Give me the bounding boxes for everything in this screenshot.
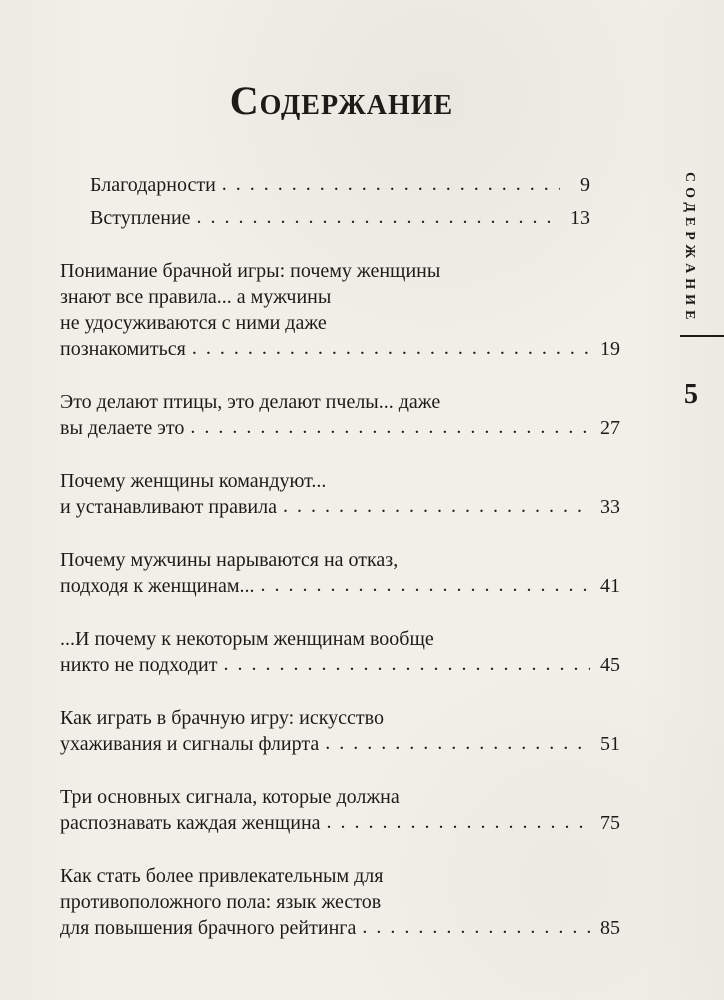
toc-entry-courtship-signals: [60, 705, 620, 757]
toc-entry-last-line: [60, 573, 620, 599]
toc-entry-last-line: [60, 810, 620, 836]
table-of-contents: [60, 172, 620, 941]
toc-entry-three-signals: [60, 784, 620, 836]
toc-dot-leader: [224, 651, 591, 677]
toc-entry-last-line: [60, 494, 620, 520]
toc-entry-title-line: Три основных сигнала, которые должна: [60, 786, 400, 808]
toc-entry-page-number: 41: [600, 575, 620, 597]
toc-entry-title-line: вы делаете это: [60, 417, 185, 439]
toc-entry-title-line: Почему мужчины нарываются на отказ,: [60, 549, 399, 571]
running-head: СОДЕРЖАНИЕ: [682, 172, 697, 325]
toc-entry-men-rejected: [60, 547, 620, 599]
toc-entry-introduction: [90, 205, 590, 231]
toc-entry-acknowledgements: [90, 172, 590, 198]
toc-dot-leader: [222, 171, 560, 197]
toc-entry-title-line: Как играть в брачную игру: искусство: [60, 707, 384, 729]
toc-entry-title-line: Как стать более привлекательным для: [60, 865, 384, 887]
toc-dot-leader: [261, 572, 590, 598]
toc-entry-title-line: Понимание брачной игры: почему женщины: [60, 260, 441, 282]
toc-dot-leader: [325, 730, 590, 756]
toc-entry-last-line: [60, 731, 620, 757]
toc-entry-last-line: [60, 336, 620, 362]
toc-entry-title-line: знают все правила... а мужчины: [60, 286, 332, 308]
toc-entry-page-number: 27: [600, 417, 620, 439]
toc-dot-leader: [192, 335, 590, 361]
toc-entry-nobody-approaches: [60, 626, 620, 678]
toc-entry-last-line: [60, 415, 620, 441]
toc-entry-title-line: ...И почему к некоторым женщинам вообще: [60, 628, 434, 650]
toc-entry-title-line: подходя к женщинам...: [60, 575, 255, 597]
toc-entry-title-line: для повышения брачного рейтинга: [60, 917, 357, 939]
toc-entry-last-line: [60, 915, 620, 941]
toc-entry-birds-bees: [60, 389, 620, 441]
toc-entry-title-line: познакомиться: [60, 338, 186, 360]
toc-entry-title-line: не удосуживаются с ними даже: [60, 312, 327, 334]
toc-entry-attractiveness: [60, 863, 620, 941]
toc-entry-page-number: 85: [600, 917, 620, 939]
toc-entry-page-number: 19: [600, 338, 620, 360]
toc-entry-mating-game: [60, 258, 620, 362]
page-title: Содержание: [229, 77, 454, 123]
toc-entry-page-number: 51: [600, 733, 620, 755]
toc-entry-women-command: [60, 468, 620, 520]
page-number: 5: [684, 379, 698, 410]
toc-dot-leader: [197, 204, 560, 230]
toc-dot-leader: [283, 493, 590, 519]
toc-entry-title-line: и устанавливают правила: [60, 496, 277, 518]
toc-entry-title-line: Почему женщины командуют...: [60, 470, 327, 492]
toc-entry-title-line: противоположного пола: язык жестов: [60, 891, 382, 913]
toc-entry-page-number: 33: [600, 496, 620, 518]
margin-rule: [680, 335, 724, 337]
toc-entry-title-line: Это делают птицы, это делают пчелы... даже: [60, 391, 441, 413]
toc-entry-title-line: ухаживания и сигналы флирта: [60, 733, 320, 755]
toc-entry-page-number: 75: [600, 812, 620, 834]
toc-dot-leader: [190, 414, 590, 440]
toc-entry-page-number: 9: [580, 174, 590, 196]
toc-entry-title-line: распознавать каждая женщина: [60, 812, 321, 834]
toc-entry-page-number: 13: [570, 207, 590, 229]
toc-entry-title-line: никто не подходит: [60, 654, 218, 676]
toc-entry-page-number: 45: [600, 654, 620, 676]
toc-dot-leader: [327, 809, 590, 835]
toc-dot-leader: [362, 914, 590, 940]
toc-entry-last-line: [90, 172, 590, 198]
toc-entry-title: Благодарности: [90, 174, 216, 196]
toc-entry-title: Вступление: [90, 207, 191, 229]
toc-entry-last-line: [60, 652, 620, 678]
toc-entry-last-line: [90, 205, 590, 231]
